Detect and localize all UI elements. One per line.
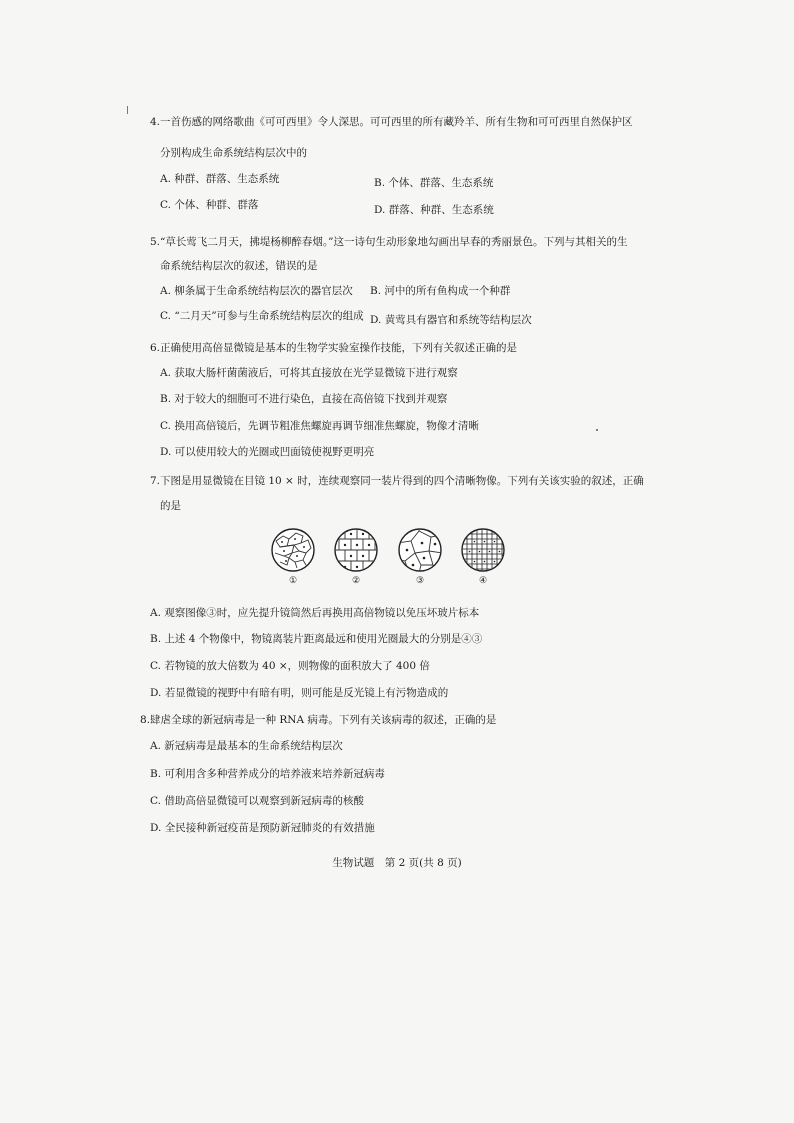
q4-option-b: B. 个体、群落、生态系统 xyxy=(374,177,494,189)
q5-stem-line2: 命系统结构层次的叙述，错误的是 xyxy=(160,260,318,272)
q8-option-b: B. 可利用含多种营养成分的培养液来培养新冠病毒 xyxy=(150,768,385,780)
q7-stem-line1: 7.下图是用显微镜在目镜 10 × 时，连续观察同一装片得到的四个清晰物像。下列有关该实验的叙述，正确 xyxy=(150,475,644,487)
q6-option-a: A. 获取大肠杆菌菌液后，可将其直接放在光学显微镜下进行观察 xyxy=(160,367,458,379)
q8-stem: 8.肆虐全球的新冠病毒是一种 RNA 病毒。下列有关该病毒的叙述，正确的是 xyxy=(140,714,497,726)
view-image-4 xyxy=(460,527,510,587)
view-label-2: ② xyxy=(351,576,361,586)
q7-option-c: C. 若物镜的放大倍数为 40 ×，则物像的面积放大了 400 倍 xyxy=(150,660,430,672)
view-label-4: ④ xyxy=(478,576,488,586)
q4-option-a: A. 种群、群落、生态系统 xyxy=(160,173,280,185)
q5-option-c: C. “二月天”可参与生命系统结构层次的组成 xyxy=(160,310,364,322)
q4-stem-line2: 分别构成生命系统结构层次中的 xyxy=(160,147,307,159)
q6-option-b: B. 对于较大的细胞可不进行染色，直接在高倍镜下找到并观察 xyxy=(160,393,448,405)
q8-option-c: C. 借助高倍显微镜可以观察到新冠病毒的核酸 xyxy=(150,795,364,807)
cells-view-3-icon xyxy=(397,527,443,573)
q6-option-c: C. 换用高倍镜后，先调节粗准焦螺旋再调节细准焦螺旋，物像才清晰 xyxy=(160,420,479,432)
cells-view-2-icon xyxy=(333,527,379,573)
q7-option-a: A. 观察图像③时，应先提升镜筒然后再换用高倍物镜以免压坏玻片标本 xyxy=(150,607,480,619)
cells-view-1-icon xyxy=(270,527,316,573)
q8-option-d: D. 全民接种新冠疫苗是预防新冠肺炎的有效措施 xyxy=(150,822,375,834)
q8-option-a: A. 新冠病毒是最基本的生命系统结构层次 xyxy=(150,740,343,752)
view-label-3: ③ xyxy=(415,576,425,586)
q7-stem-line2: 的是 xyxy=(160,500,181,512)
q5-stem-line1: 5.“草长莺飞二月天，拂堤杨柳醉春烟。”这一诗句生动形象地勾画出早春的秀丽景色。下列与其相关的生 xyxy=(150,236,628,248)
microscope-figure xyxy=(270,527,520,597)
view-image-2 xyxy=(333,527,383,587)
q4-stem-line1: 4.一首伤感的网络歌曲《可可西里》令人深思。可可西里的所有藏羚羊、所有生物和可可西里自然保护区 xyxy=(150,116,633,128)
q7-option-b: B. 上述 4 个物像中，物镜离装片距离最远和使用光圈最大的分别是④③ xyxy=(150,633,483,645)
scan-mark xyxy=(127,106,128,114)
view-image-1 xyxy=(270,527,320,587)
q5-option-d: D. 黄莺具有器官和系统等结构层次 xyxy=(370,314,532,326)
q4-option-d: D. 群落、种群、生态系统 xyxy=(374,204,494,216)
q5-option-b: B. 河中的所有鱼构成一个种群 xyxy=(370,285,511,297)
view-image-3 xyxy=(397,527,447,587)
page-footer: 生物试题 第 2 页(共 8 页) xyxy=(332,857,462,869)
q4-option-c: C. 个体、种群、群落 xyxy=(160,199,259,211)
cells-view-4-icon xyxy=(460,527,506,573)
q5-option-a: A. 柳条属于生命系统结构层次的器官层次 xyxy=(160,285,353,297)
scan-speck xyxy=(596,429,598,431)
q6-stem: 6.正确使用高倍显微镜是基本的生物学实验室操作技能，下列有关叙述正确的是 xyxy=(150,342,518,354)
q7-option-d: D. 若显微镜的视野中有暗有明，则可能是反光镜上有污物造成的 xyxy=(150,687,449,699)
q6-option-d: D. 可以使用较大的光圈或凹面镜使视野更明亮 xyxy=(160,446,375,458)
view-label-1: ① xyxy=(288,576,298,586)
